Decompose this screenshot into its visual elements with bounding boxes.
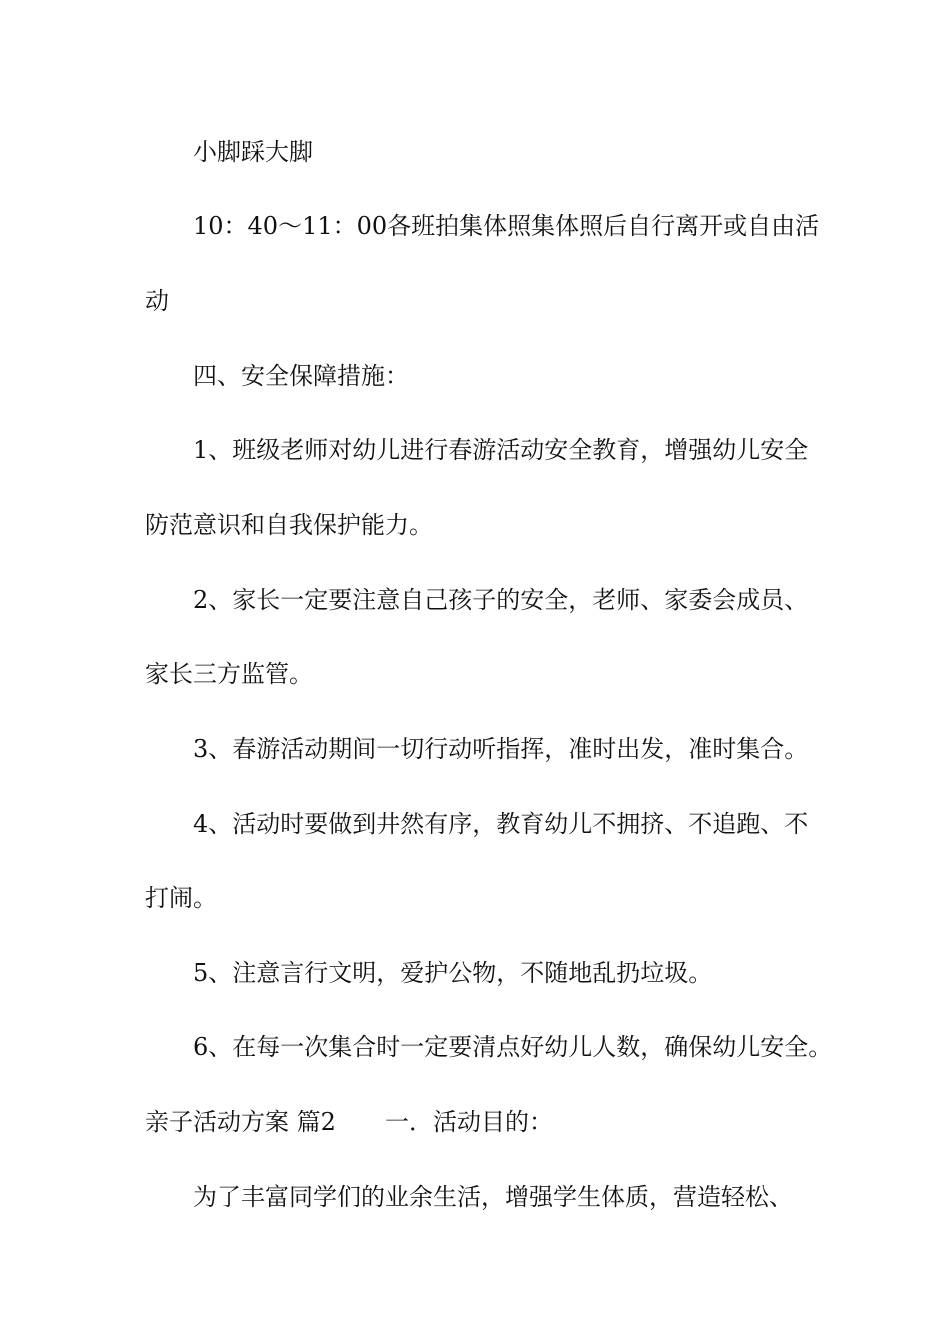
text-line: 4、活动时要做到井然有序，教育幼儿不拥挤、不追跑、不 bbox=[193, 810, 809, 838]
text-line: 动 bbox=[145, 287, 169, 315]
text-line: 3、春游活动期间一切行动听指挥，准时出发，准时集合。 bbox=[193, 735, 809, 763]
section-heading: 四、安全保障措施： bbox=[193, 362, 409, 390]
text-line: 5、注意言行文明，爱护公物，不随地乱扔垃圾。 bbox=[193, 959, 713, 987]
section-heading: 一．活动目的： bbox=[385, 1108, 553, 1136]
text-line: 为了丰富同学们的业余生活，增强学生体质，营造轻松、 bbox=[193, 1183, 793, 1211]
text-line: 6、在每一次集合时一定要清点好幼儿人数，确保幼儿安全。 bbox=[193, 1033, 833, 1061]
text-line: 小脚踩大脚 bbox=[193, 138, 313, 166]
text-line: 防范意识和自我保护能力。 bbox=[145, 511, 433, 539]
text-line: 家长三方监管。 bbox=[145, 660, 313, 688]
text-line: 2、家长一定要注意自己孩子的安全，老师、家委会成员、 bbox=[193, 586, 809, 614]
text-line: 10：40～11：00各班拍集体照集体照后自行离开或自由活 bbox=[193, 212, 820, 240]
text-line: 1、班级老师对幼儿进行春游活动安全教育，增强幼儿安全 bbox=[193, 436, 809, 464]
section-title: 亲子活动方案 篇2 bbox=[145, 1108, 336, 1136]
text-line: 打闹。 bbox=[145, 884, 217, 912]
